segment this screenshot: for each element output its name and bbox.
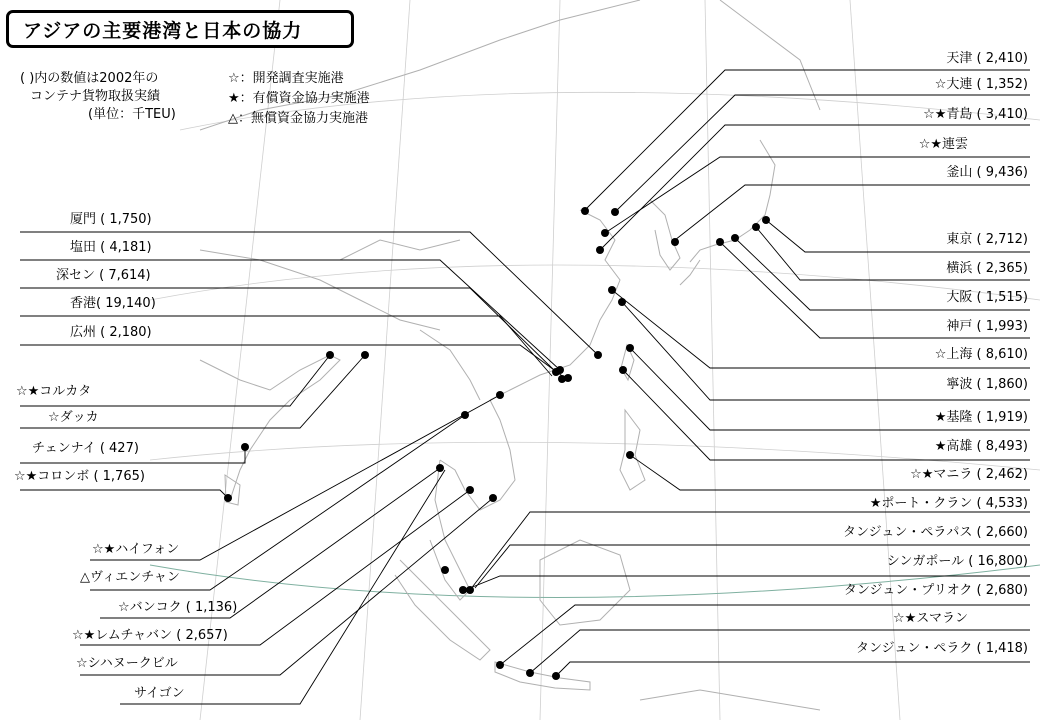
- port-dot-laemchabang: [466, 486, 474, 494]
- port-label-kaohsiung: ★高雄 ( 8,493): [934, 439, 1028, 454]
- port-label-xiamen: 厦門 ( 1,750): [70, 212, 152, 227]
- port-dot-kobe: [716, 238, 724, 246]
- port-dot-perak: [552, 672, 560, 680]
- note-left-3: (単位：千TEU): [88, 107, 176, 122]
- port-dot-singapore: [459, 586, 467, 594]
- port-dots: [224, 207, 770, 680]
- port-label-kobe: 神戸 ( 1,993): [946, 319, 1028, 334]
- port-label-yantian: 塩田 ( 4,181): [70, 240, 152, 255]
- port-dot-shenzhen: [552, 368, 560, 376]
- legend-survey: ☆：開発調査実施港: [228, 71, 344, 86]
- port-label-qingdao: ☆★青島 ( 3,410): [923, 107, 1028, 122]
- port-dot-haiphong: [496, 391, 504, 399]
- port-label-perak: タンジュン・ペラク ( 1,418): [855, 641, 1028, 656]
- port-dot-dalian: [611, 208, 619, 216]
- port-dot-semarang: [526, 669, 534, 677]
- port-dot-vientiane: [461, 411, 469, 419]
- port-label-dalian: ☆大連 ( 1,352): [934, 77, 1028, 92]
- port-label-bangkok: ☆バンコク ( 1,136): [118, 600, 238, 615]
- port-label-singapore: シンガポール ( 16,800): [886, 554, 1028, 569]
- port-label-vientiane: △ヴィエンチャン: [80, 570, 180, 585]
- port-dot-guangzhou: [558, 375, 566, 383]
- port-dot-keelung: [626, 344, 634, 352]
- port-dot-manila: [626, 451, 634, 459]
- port-dot-yokohama: [752, 223, 760, 231]
- port-label-lianyun: ☆★連雲: [918, 137, 968, 152]
- map-title: アジアの主要港湾と日本の協力: [6, 10, 354, 48]
- port-label-tianjin: 天津 ( 2,410): [946, 51, 1028, 66]
- port-label-laemchabang: ☆★レムチャバン ( 2,657): [72, 628, 228, 643]
- port-dot-xiamen: [594, 351, 602, 359]
- port-label-shenzhen: 深セン ( 7,614): [56, 268, 151, 283]
- port-dot-chennai: [241, 443, 249, 451]
- port-label-semarang: ☆★スマラン: [892, 611, 968, 626]
- port-dot-pelepas: [466, 586, 474, 594]
- port-dot-priok: [496, 661, 504, 669]
- port-label-haiphong: ☆★ハイフォン: [92, 542, 180, 557]
- port-label-osaka: 大阪 ( 1,515): [946, 290, 1028, 305]
- port-dot-tokyo: [762, 216, 770, 224]
- port-label-ningbo: 寧波 ( 1,860): [946, 377, 1028, 392]
- port-dot-bangkok: [436, 464, 444, 472]
- port-dot-osaka: [731, 234, 739, 242]
- port-label-pelepas: タンジュン・ペラパス ( 2,660): [842, 525, 1028, 540]
- legend-grant: △：無償資金協力実施港: [228, 111, 368, 126]
- port-label-saigon: サイゴン: [134, 686, 185, 701]
- port-dot-dhaka: [361, 351, 369, 359]
- port-label-sihanoukville: ☆シハヌークビル: [76, 656, 178, 671]
- port-label-manila: ☆★マニラ ( 2,462): [910, 467, 1028, 482]
- port-dot-qingdao: [596, 246, 604, 254]
- port-label-chennai: チェンナイ ( 427): [32, 441, 139, 456]
- port-label-keelung: ★基隆 ( 1,919): [934, 410, 1028, 425]
- port-dot-tianjin: [581, 207, 589, 215]
- port-label-priok: タンジュン・プリオク ( 2,680): [843, 583, 1028, 598]
- port-label-tokyo: 東京 ( 2,712): [946, 232, 1028, 247]
- port-dot-busan: [671, 238, 679, 246]
- port-label-busan: 釜山 ( 9,436): [946, 165, 1028, 180]
- port-dot-shanghai: [608, 286, 616, 294]
- port-dot-ningbo: [618, 298, 626, 306]
- port-dot-sihanoukville: [489, 494, 497, 502]
- port-dot-portklang: [441, 566, 449, 574]
- note-left-2: コンテナ貨物取扱実績: [30, 89, 161, 104]
- port-label-guangzhou: 広州 ( 2,180): [70, 325, 152, 340]
- port-dot-colombo: [224, 494, 232, 502]
- port-label-hongkong: 香港( 19,140): [70, 296, 156, 311]
- port-label-dhaka: ☆ダッカ: [48, 410, 99, 425]
- port-dot-kaohsiung: [619, 366, 627, 374]
- port-dot-lianyun: [601, 229, 609, 237]
- port-label-colombo: ☆★コロンボ ( 1,765): [14, 469, 145, 484]
- note-left-1: ( )内の数値は2002年の: [20, 71, 159, 86]
- port-dot-kolkata: [326, 351, 334, 359]
- port-label-yokohama: 横浜 ( 2,365): [946, 261, 1028, 276]
- port-label-portklang: ★ポート・クラン ( 4,533): [869, 496, 1028, 511]
- port-label-kolkata: ☆★コルカタ: [16, 384, 92, 399]
- legend-loan: ★：有償資金協力実施港: [228, 91, 370, 106]
- port-label-shanghai: ☆上海 ( 8,610): [934, 347, 1028, 362]
